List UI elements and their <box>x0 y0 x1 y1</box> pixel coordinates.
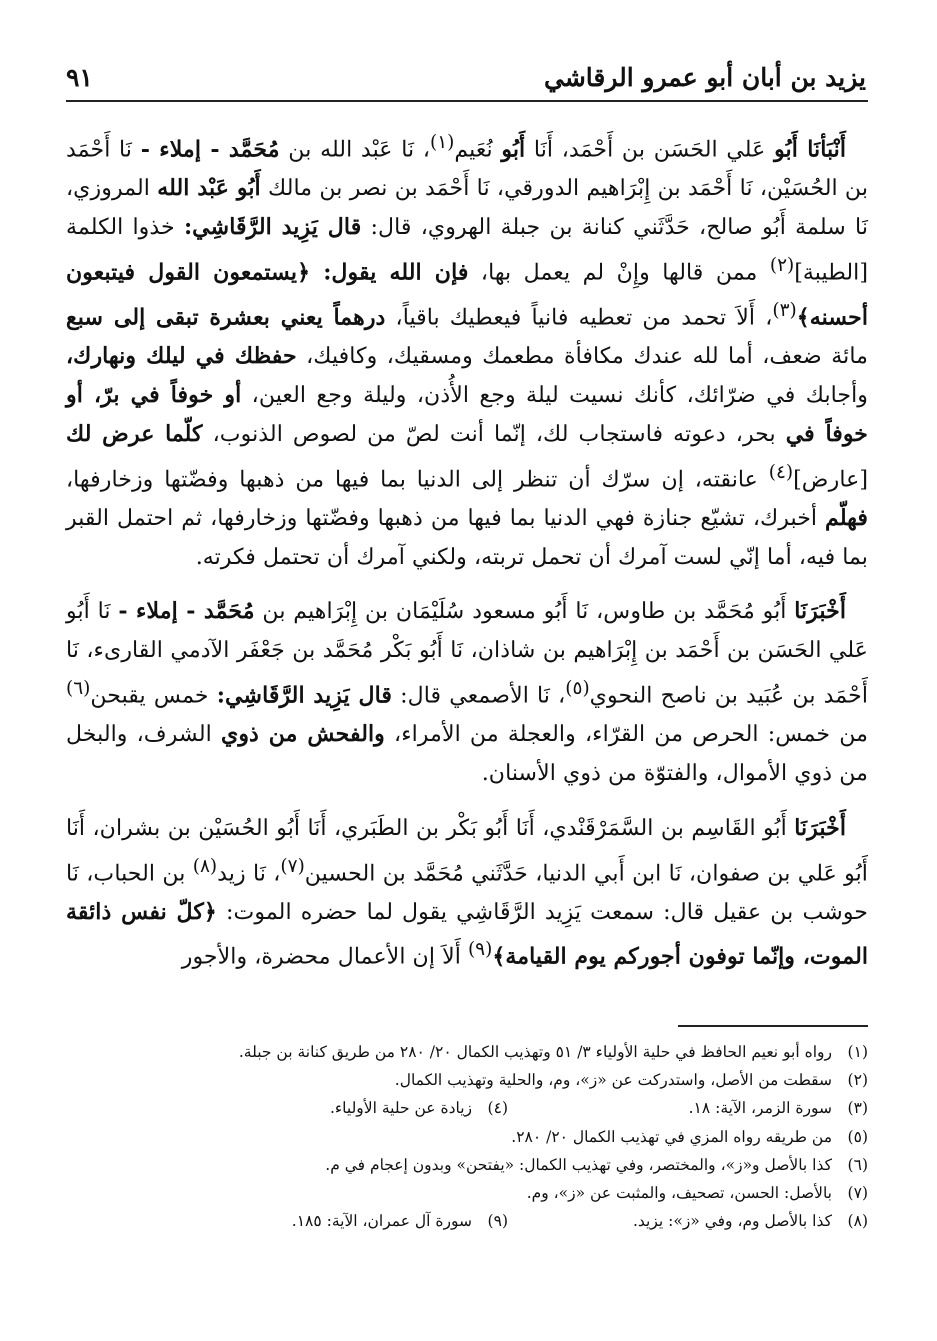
paragraph <box>66 809 868 977</box>
footnote-text: بالأصل: الحسن، تصحيف، والمثبت عن «ز»، وم. <box>526 1184 832 1203</box>
footnote-row <box>150 1207 868 1235</box>
text-segment: خذوا الكلمة [الطيبة] <box>66 213 868 286</box>
text-segment: أَلاَ إن الأعمال محضرة، والأجور <box>181 943 468 970</box>
text-segment: نَا أَبُو عَلي الحَسَن بن أَحْمَد بن إِبْرَاهيم بن شاذان، نَا أَبُو بَكْر مُحَمَّد بن جَعْفَر الآدمي القارىء، نَا أَحْمَد بن عُبَيد بن ناصح النحوي <box>66 598 868 709</box>
header-title: يزيد بن أبان أبو عمرو الرقاشي <box>544 62 866 92</box>
footnote-number: (١) <box>847 1043 868 1061</box>
text-segment: نَا أَحْمَد بن الحُسَيْن، نَا أَحْمَد بن إِبْرَاهيم الدورقي، نَا أَحْمَد بن نصر بن مالك <box>66 136 868 202</box>
footnote-number: (٦) <box>847 1155 868 1174</box>
text-segment: بن الحباب، نَا حوشب بن عقيل قال: سمعت يَزِيد الرَّقَاشِي يقول لما حضره الموت: <box>66 859 869 925</box>
footnote-row <box>150 1179 868 1207</box>
footnote-row <box>150 1123 868 1151</box>
text-segment: ، نَا عَبْد الله بن <box>279 136 430 163</box>
footnote <box>395 1066 868 1094</box>
text-segment: قال يَزِيد الرَّقَاشِي: <box>183 213 362 240</box>
text-segment: والفحش من ذوي <box>220 721 385 748</box>
footnote-text: كذا بالأصل و«ز»، والمختصر، وفي تهذيب الكمال: «يفتحن» وبدون إعجام في م. <box>325 1155 832 1174</box>
footnote-marker: (٨) <box>192 855 218 877</box>
text-segment: عانقته، إن سرّك أن تنظر إلى الدنيا بما فيها من ذهبها وفضّتها وزخارفها، <box>66 465 769 492</box>
footnote <box>508 1094 868 1122</box>
footnote-separator <box>678 1025 868 1027</box>
text-segment: ممن قالها وإِنْ لم يعمل بها، <box>468 259 770 286</box>
footnote-text: سورة الزمر، الآية: ١٨. <box>688 1099 832 1118</box>
text-segment: وأجابك في ضرّائك، كأنك نسيت ليلة وجع الأُذن، وليلة وجع العين، <box>241 381 868 408</box>
text-segment: أَبُو مُحَمَّد بن طاوس، نَا أَبُو مسعود سُلَيْمَان بن إِبْرَاهيم بن <box>254 598 795 625</box>
footnote-row <box>150 1094 868 1122</box>
footnote-number: (٤) <box>487 1099 508 1118</box>
footnote <box>527 1179 868 1207</box>
paragraph <box>66 124 868 576</box>
text-segment: من خمس: الحرص من القرّاء، والعجلة من الأمراء، <box>384 721 869 748</box>
page-number: ٩١ <box>66 62 93 92</box>
footnote <box>292 1207 508 1235</box>
text-segment: ﴿كلّ نفس ذائقة الموت، وإنّما توفون أجوركم يوم القيامة﴾ <box>66 898 868 970</box>
footnote-marker: (٥) <box>565 677 590 699</box>
footnote-number: (٨) <box>847 1212 868 1231</box>
footnote-number: (٣) <box>847 1099 868 1118</box>
footnote <box>239 1038 868 1066</box>
footnote-number: (٢) <box>847 1071 868 1090</box>
footnote-row <box>150 1038 868 1066</box>
footnote <box>330 1094 508 1122</box>
footnote-row <box>150 1151 868 1179</box>
text-segment: فهلّم <box>825 504 868 531</box>
footnote-number: (٩) <box>487 1212 508 1231</box>
footnote-marker: (٤) <box>768 461 794 483</box>
footnote-text: زيادة عن حلية الأولياء. <box>329 1099 472 1118</box>
running-header <box>66 56 866 98</box>
body-text <box>66 124 868 977</box>
text-segment: أخبرك، تشيّع جنازة فهي الدنيا بما فيها من ذهبها وفضّتها وزخارفها، ثم احتمل القبر بما فيه، أما إنّي لست آمرك أن تحمل تربته، ولكني آمرك أن تحتمل فكرته. <box>66 504 868 570</box>
text-segment: فإن الله يقول: ﴿يستمعون القول فيتبعون أحسنه﴾ <box>66 259 868 331</box>
text-segment: مُحَمَّد - إملاء - <box>140 136 280 163</box>
footnote-number: (٧) <box>847 1184 868 1203</box>
text-segment: عَلي الحَسَن بن أَحْمَد، أَنَا <box>525 136 775 163</box>
footnote-marker: (٣) <box>772 299 797 321</box>
text-segment: ، أَلاَ تحمد من تعطيه فانياً فيعطيك باقياً، <box>385 304 773 331</box>
footnote-text: سورة آل عمران، الآية: ١٨٥. <box>291 1212 472 1231</box>
footnote-row <box>150 1066 868 1094</box>
text-segment: المروزي، نَا سلمة أَبُو صالح، حَدَّثَني كنانة بن جبلة الهروي، قال: <box>66 175 868 240</box>
footnote-text: كذا بالأصل وم، وفي «ز»: يزيد. <box>632 1212 832 1231</box>
text-segment: الشرف، والبخل من ذوي الأموال، والفتوّة من ذوي الأسنان. <box>66 721 868 786</box>
text-segment: قال يَزِيد الرَّقَاشِي: <box>216 682 392 709</box>
text-segment: خمس يقبحن <box>90 682 217 709</box>
text-segment: حفظك في ليلك ونهارك، <box>66 343 297 370</box>
text-segment: أَبُو <box>501 136 526 163</box>
footnote-text: سقطت من الأصل، واستدركت عن «ز»، وم، والحلية وتهذيب الكمال. <box>394 1071 832 1090</box>
text-segment: أو خوفاً في برّ، أو خوفاً في <box>66 381 868 447</box>
paragraph <box>66 592 868 792</box>
footnote <box>508 1207 868 1235</box>
text-segment: نُعَيم <box>454 136 502 163</box>
footnote-marker: (٩) <box>467 939 493 961</box>
footnote <box>511 1123 868 1151</box>
footnote-text: رواه أبو نعيم الحافظ في حلية الأولياء ٣/ ٥١ وتهذيب الكمال ٢٠/ ٢٨٠ من طريق كنانة بن جبلة. <box>238 1043 832 1061</box>
text-segment: أَبُو عَبْد الله <box>157 175 261 202</box>
footnote-marker: (١) <box>430 132 455 153</box>
text-segment: [عارض] <box>793 465 868 492</box>
footnote-text: من طريقه رواه المزي في تهذيب الكمال ٢٠/ ٢٨٠. <box>511 1127 832 1146</box>
text-segment: أَخْبَرَنَا <box>794 598 847 625</box>
footnotes <box>150 1038 868 1235</box>
footnote <box>325 1151 868 1179</box>
text-segment: مُحَمَّد - إملاء - <box>118 598 255 625</box>
footnote-marker: (٧) <box>280 855 305 877</box>
footnote-number: (٥) <box>847 1127 868 1146</box>
footnote-marker: (٦) <box>66 677 91 699</box>
text-segment: درهماً يعني بعشرة تبقى إلى سبع <box>66 304 386 331</box>
text-segment: كلّما عرض لك <box>66 420 203 447</box>
text-segment: مائة ضعف، أما لله عندك مكافأة مطعمك ومسقيك، وكافيك، <box>296 343 868 370</box>
text-segment: أَبُو القَاسِم بن السَّمَرْقَنْدي، أَنَا أَبُو بَكْر بن الطَبَري، أَنَا أَبُو الحُسَيْن بن بشران، أَنَا أَبُو عَلي بن صفوان، نَا ابن أَبي الدنيا، حَدَّثَني مُحَمَّد بن الحسين <box>66 814 868 886</box>
footnote-marker: (٢) <box>769 254 795 276</box>
text-segment: ، نَا زيد <box>217 859 281 886</box>
text-segment: بحر، دعوته فاستجاب لك، إنّما أنت لصّ من لصوص الذنوب، <box>202 420 786 447</box>
text-segment: أَخْبَرَنَا <box>794 814 846 841</box>
text-segment: أَنْبَأنَا أَبُو <box>774 136 846 163</box>
header-rule <box>66 100 868 102</box>
text-segment: ، نَا الأصمعي قال: <box>391 682 566 709</box>
